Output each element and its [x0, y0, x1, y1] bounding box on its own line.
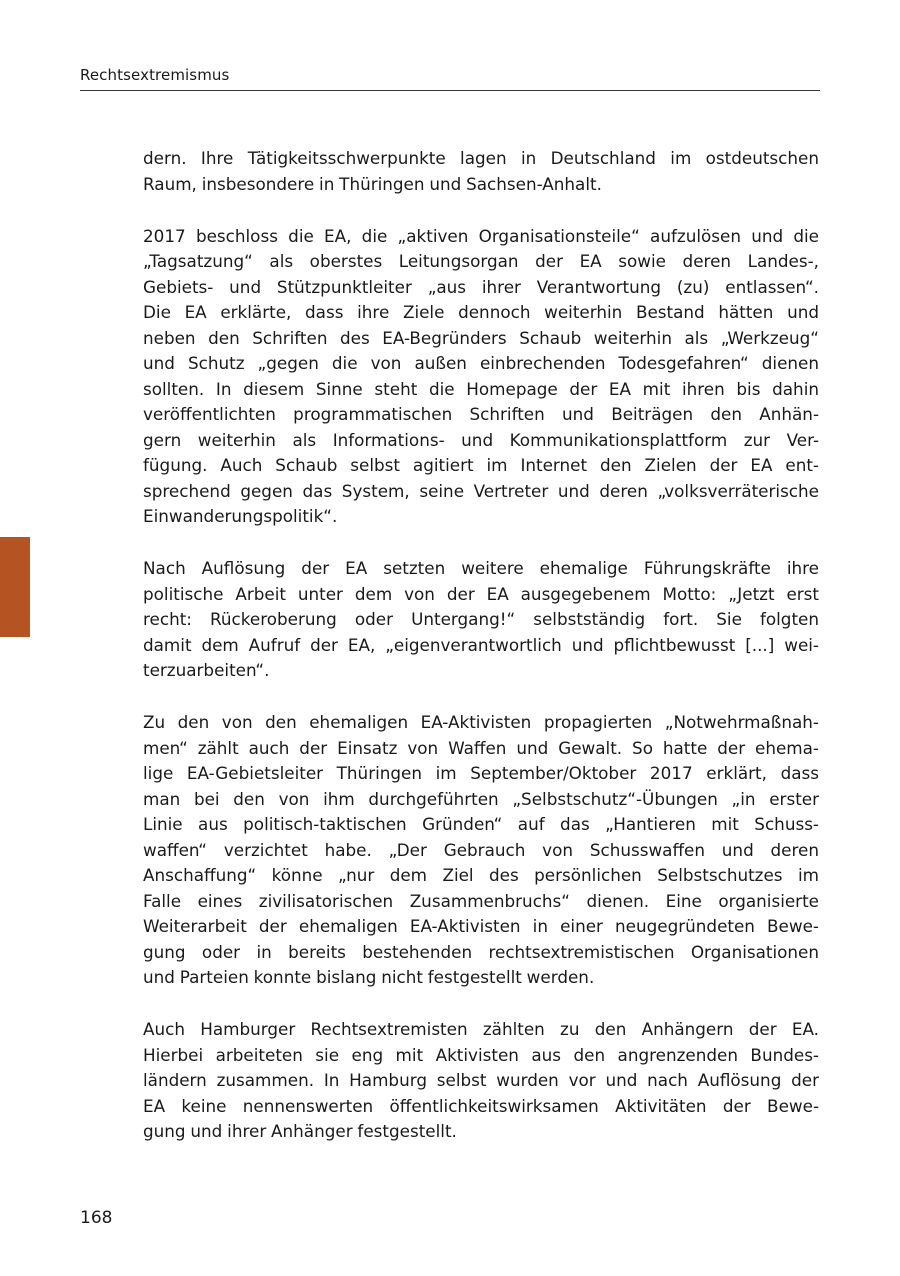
paragraph: [143, 224, 819, 530]
text-line: und Parteien konnte bislang nicht festgestellt werden.: [143, 967, 595, 987]
paragraph: [143, 710, 819, 991]
text-line: Falle eines zivilisatorischen Zusammenbruchs“ dienen. Eine organisierte: [143, 890, 819, 911]
text-line: ländern zusammen. In Hamburg selbst wurden vor und nach Auflösung der: [143, 1070, 819, 1090]
paragraph: [143, 1017, 819, 1145]
text-line: fügung. Auch Schaub selbst agitiert im Internet den Zielen der EA ent-: [143, 455, 819, 475]
text-line: Die EA erklärte, dass ihre Ziele dennoch weiterhin Bestand hätten und: [143, 302, 819, 322]
text-line: „Tagsatzung“ als oberstes Leitungsorgan der EA sowie deren Landes-,: [143, 251, 819, 271]
text-line: und Schutz „gegen die von außen einbrechenden Todesgefahren“ dienen: [143, 353, 819, 373]
text-line: EA keine nennenswerten öffentlichkeitswirksamen Aktivitäten der Bewe-: [143, 1095, 819, 1116]
text-line: recht: Rückeroberung oder Untergang!“ selbstständig fort. Sie folgten: [143, 609, 819, 629]
text-line: sprechend gegen das System, seine Vertreter und deren „volksverräterische: [143, 480, 819, 501]
paragraph: [143, 556, 819, 684]
text-line: damit dem Aufruf der EA, „eigenverantwortlich und pflichtbewusst [...] wei-: [143, 634, 819, 655]
text-line: neben den Schriften des EA-Begründers Schaub weiterhin als „Werkzeug“: [143, 327, 819, 348]
paragraph: [143, 146, 819, 197]
text-line: men“ zählt auch der Einsatz von Waffen und Gewalt. So hatte der ehema-: [143, 737, 819, 758]
text-line: Nach Auflösung der EA setzten weitere ehemalige Führungskräfte ihre: [143, 558, 819, 578]
text-line: Gebiets- und Stützpunktleiter „aus ihrer Verantwortung (zu) entlassen“.: [143, 276, 819, 297]
page-number: 168: [80, 1208, 113, 1228]
body-text: [143, 146, 819, 1145]
text-line: man bei den von ihm durchgeführten „Selbstschutz“-Übungen „in erster: [143, 788, 819, 809]
text-line: gung und ihrer Anhänger festgestellt.: [143, 1121, 457, 1141]
text-line: Linie aus politisch-taktischen Gründen“ auf das „Hantieren mit Schuss-: [143, 814, 819, 834]
text-line: gung oder in bereits bestehenden rechtsextremistischen Organisationen: [143, 941, 819, 962]
text-line: sollten. In diesem Sinne steht die Homepage der EA mit ihren bis dahin: [143, 378, 819, 399]
text-line: veröffentlichten programmatischen Schriften und Beiträgen den Anhän-: [143, 404, 819, 424]
text-line: Raum, insbesondere in Thüringen und Sachsen-Anhalt.: [143, 173, 602, 194]
text-line: Hierbei arbeiteten sie eng mit Aktivisten aus den angrenzenden Bundes-: [143, 1044, 819, 1065]
text-line: Anschaffung“ könne „nur dem Ziel des persönlichen Selbstschutzes im: [143, 865, 819, 885]
text-line: dern. Ihre Tätigkeitsschwerpunkte lagen in Deutschland im ostdeutschen: [143, 148, 819, 168]
text-line: politische Arbeit unter dem von der EA ausgegebenem Motto: „Jetzt erst: [143, 583, 819, 604]
chapter-marker-tab: [0, 537, 30, 637]
text-line: 2017 beschloss die EA, die „aktiven Organisationsteile“ aufzulösen und die: [143, 225, 819, 246]
text-line: lige EA-Gebietsleiter Thüringen im September/Oktober 2017 erklärt, dass: [143, 763, 819, 783]
running-header-title: Rechtsextremismus: [80, 66, 230, 84]
text-line: Zu den von den ehemaligen EA-Aktivisten propagierten „Notwehrmaßnah-: [143, 712, 819, 732]
text-line: terzuarbeiten“.: [143, 660, 270, 680]
running-header: [80, 66, 820, 91]
text-line: Auch Hamburger Rechtsextremisten zählten zu den Anhängern der EA.: [143, 1019, 819, 1039]
text-line: Einwanderungspolitik“.: [143, 506, 338, 526]
text-line: gern weiterhin als Informations- und Kommunikationsplattform zur Ver-: [143, 429, 819, 450]
text-line: waffen“ verzichtet habe. „Der Gebrauch von Schusswaffen und deren: [143, 839, 819, 860]
text-line: Weiterarbeit der ehemaligen EA-Aktivisten in einer neugegründeten Bewe-: [143, 916, 819, 936]
